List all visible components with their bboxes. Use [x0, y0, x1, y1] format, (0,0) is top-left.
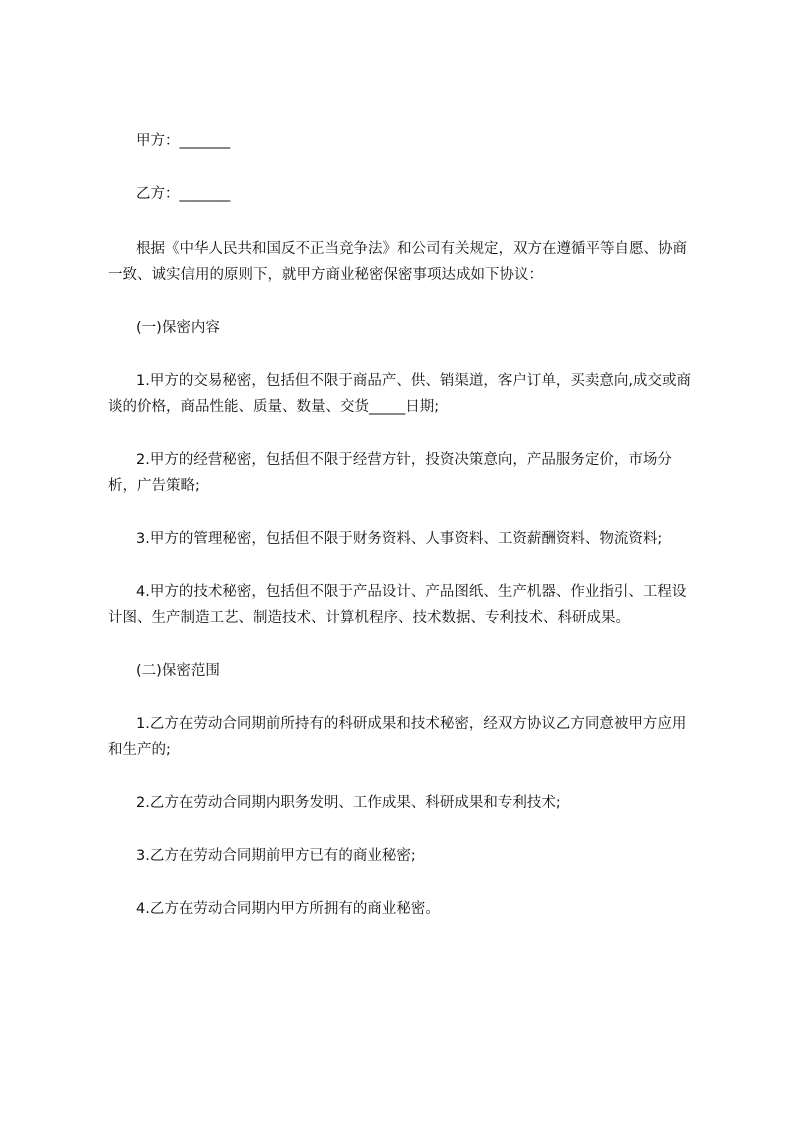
section1-item: 2.甲方的经营秘密，包括但不限于经营方针，投资决策意向，产品服务定价，市场分析，广告策略; — [108, 452, 672, 494]
section2-item: 3.乙方在劳动合同期前甲方已有的商业秘密; — [136, 848, 416, 864]
section2-item: 4.乙方在劳动合同期内甲方所拥有的商业秘密。 — [136, 901, 440, 917]
section1-item: 3.甲方的管理秘密，包括但不限于财务资料、人事资料、工资薪酬资料、物流资料; — [136, 531, 663, 547]
section1-item: 4.甲方的技术秘密，包括但不限于产品设计、产品图纸、生产机器、作业指引、工程设计图、生产制造工艺、制造技术、计算机程序、技术数据、专利技术、科研成果。 — [108, 584, 687, 626]
party-a-line: 甲方：_______ — [136, 133, 231, 149]
party-b-line: 乙方：_______ — [136, 186, 231, 202]
section2-item: 2.乙方在劳动合同期内职务发明、工作成果、科研成果和专利技术; — [136, 795, 561, 811]
section2-item: 1.乙方在劳动合同期前所持有的科研成果和技术秘密，经双方协议乙方同意被甲方应用和生产的; — [108, 716, 687, 758]
preamble-paragraph: 根据《中华人民共和国反不正当竞争法》和公司有关规定，双方在遵循平等自愿、协商一致、诚实信用的原则下，就甲方商业秘密保密事项达成如下协议： — [108, 241, 687, 283]
section-title-confidential-content: (一)保密内容 — [136, 320, 220, 336]
section-title-confidential-scope: (二)保密范围 — [136, 663, 220, 679]
document-body — [108, 128, 693, 949]
section1-item: 1.甲方的交易秘密，包括但不限于商品产、供、销渠道，客户订单，买卖意向,成交或商谈的价格，商品性能、质量、数量、交货_____日期; — [108, 373, 691, 415]
